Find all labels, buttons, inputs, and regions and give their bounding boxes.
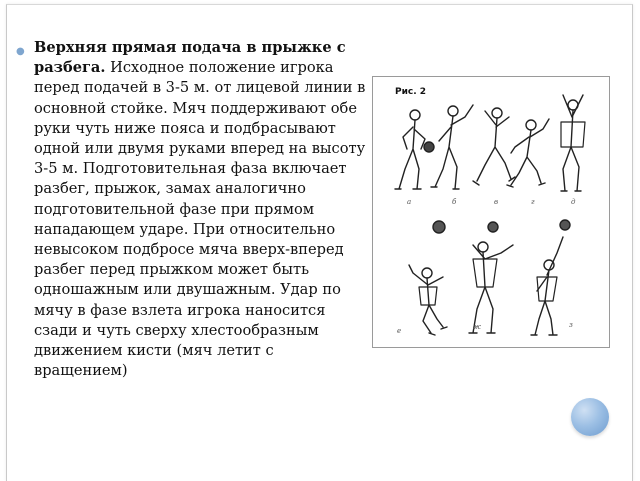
player-figure-c — [473, 108, 515, 185]
figure-label-a: а — [407, 198, 412, 206]
decorative-circle — [571, 398, 609, 436]
figure-label-c: в — [494, 198, 499, 206]
figure-label-f: е — [397, 327, 402, 335]
figure-label-g: ж — [473, 323, 481, 331]
paragraph — [34, 38, 366, 381]
slide-text — [16, 38, 366, 381]
figure-label-d: г — [531, 198, 535, 206]
player-figure-b — [431, 105, 473, 189]
player-figure-h — [531, 237, 563, 335]
volleyball-figures-drawing — [373, 77, 611, 349]
player-figure-a — [395, 110, 425, 189]
figure-label-e: д — [571, 198, 576, 206]
figure-illustration — [372, 76, 610, 348]
player-figure-d — [507, 119, 549, 187]
figure-title: Рис. 2 — [395, 87, 427, 97]
paragraph-title: Верхняя прямая подача в прыжке с разбега. — [34, 39, 346, 77]
figure-label-b: б — [452, 198, 457, 206]
player-figure-f — [409, 265, 447, 335]
player-figure-g — [469, 242, 513, 333]
bullet-icon: ● — [16, 46, 25, 57]
paragraph-body: Исходное положение игрока перед подачей в 3-5 м. от лицевой линии в основной стойке. Мяч поддерживают обе руки чуть ниже пояса и подбрасывают одной или двумя руками вперед на высоту 3-5 м. Подготовительная фаза включает разбег, прыжок, замах аналогично подготовительной фазе при прямом нападающем ударе. При относительно невысоком подбросе мяча вверх-вперед разбег перед прыжком может быть одношажным или двушажным. Удар по мячу в фазе взлета игрока наносится сзади и чуть сверху хлестообразным движением кисти (мяч летит с вращением) — [34, 59, 366, 380]
figure-label-h: з — [569, 321, 573, 329]
player-figure-e — [561, 95, 585, 191]
